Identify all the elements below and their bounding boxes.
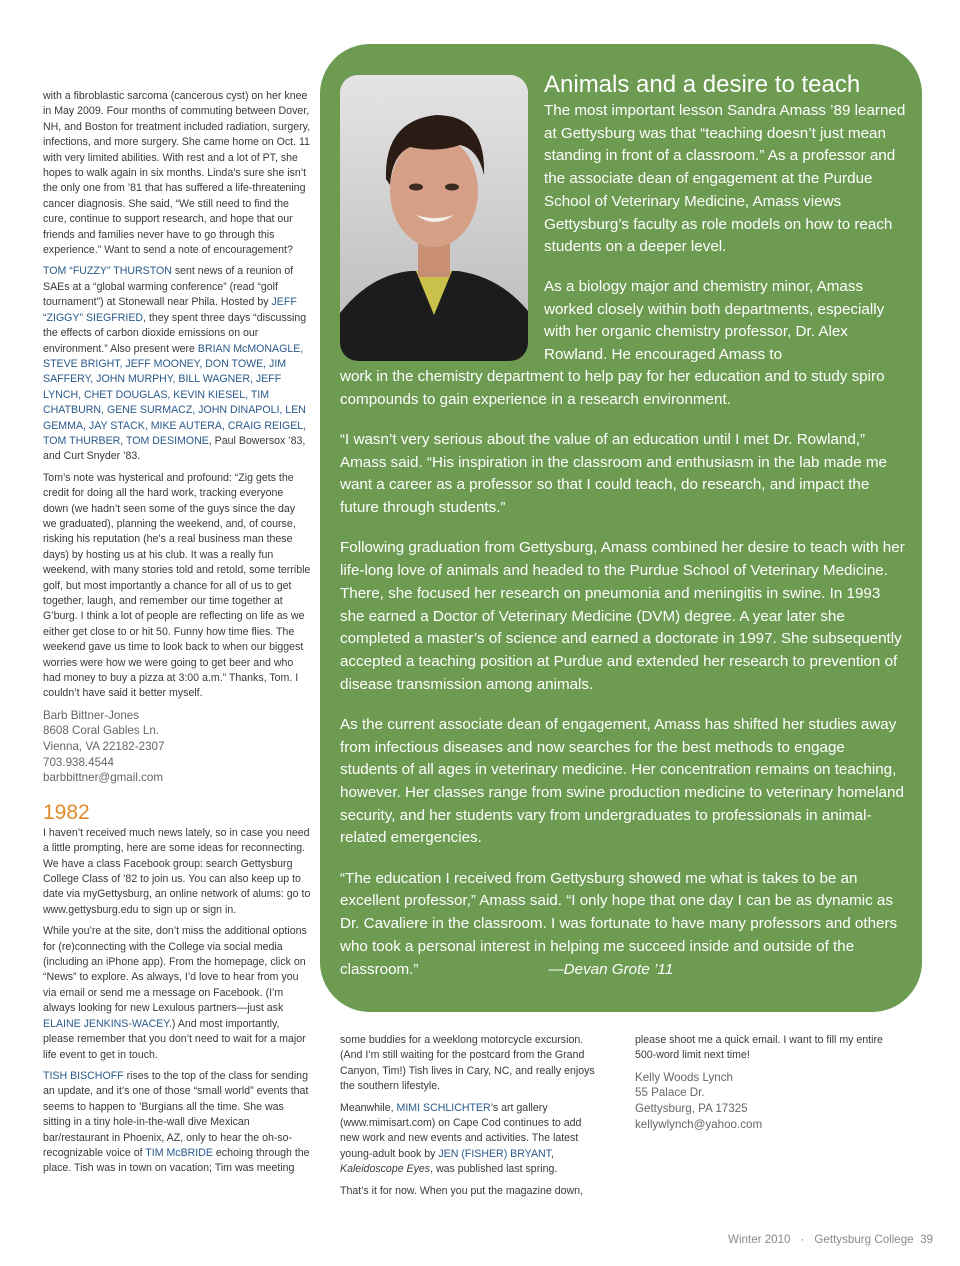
portrait-photo: [340, 75, 528, 361]
class-notes-paragraph: TISH BISCHOFF rises to the top of the class for sending an update, and it’s one of those “small world” events that seems to happen to ’Burgians all the time. She was sitting in a tiny hole-in-the-wall dive Mexican bar/restaurant in Phoenix, AZ, only to hear the oh-so-recognizable voice of TIM McBRIDE echoing through the place. Tish was in town on vacation; Tim was meeting: [43, 1069, 310, 1175]
class-notes-paragraph: I haven’t received much news lately, so in case you need a little prompting, here are some ideas for reconnecting. We have a class Facebook group: search Gettysburg College Class of ’82 to join us. You can also keep up to date via myGettysburg, an online network of alums: go to www.gettysburg.edu to sign up or sign in.: [43, 826, 311, 916]
article-intro: [544, 100, 912, 384]
article-paragraph: As a biology major and chemistry minor, Amass worked closely within both departments, especially with her organic chemistry professor, Dr. Alex Rowland. He encouraged Amass to: [544, 277, 885, 364]
class-notes-paragraph: Meanwhile, MIMI SCHLICHTER’s art gallery (www.mimisart.com) on Cape Cod continues to add new work and new events and activities. The latest young-adult book by JEN (FISHER) BRYANT, Kaleidoscope Eyes, was published last spring.: [340, 1101, 582, 1176]
class-notes-paragraph: with a fibroblastic sarcoma (cancerous cyst) on her knee in May 2009. Four months of commuting between Dover, NH, and Boston for treatment included radiation, surgery, infections, and more surgery. She came home on Oct. 11 with very limited abilities. With rest and a lot of PT, she hopes to walk again in six months. Linda’s sure she isn’t the only one from ’81 that has suffered a life-threatening cancer diagnosis. She said, “We still need to find the cure, continue to support research, and hope that our friends and families never have to go through this experience.” Want to send a note of encouragement?: [43, 90, 311, 257]
publication-name: Gettysburg College: [814, 1233, 914, 1246]
contact-email: kellywlynch@yahoo.com: [635, 1117, 763, 1131]
alumni-name: TIM McBRIDE: [145, 1146, 213, 1159]
article-byline: —Devan Grote ’11: [548, 960, 674, 978]
right-column: [635, 1033, 897, 1146]
article-paragraph: work in the chemistry department to help pay for her education and to study spiro compounds to gain experience in a research environment.: [340, 368, 885, 408]
article-title: Animals and a desire to teach: [544, 71, 861, 98]
portrait-illustration: [340, 75, 528, 361]
alumni-name: JEFF “ZIGGY” SIEGFRIED: [43, 296, 297, 324]
contact-street: 55 Palace Dr.: [635, 1086, 705, 1100]
contact-city: Gettysburg, PA 17325: [635, 1102, 748, 1115]
article-paragraph: The most important lesson Sandra Amass ’89 learned at Gettysburg was that “teaching doesn’t just mean standing in front of a classroom.” As a professor and the associate dean of engagement at the Purdue School of Veterinary Medicine, Amass views Gettysburg’s faculty as role models on how to reach students on a deeper level.: [544, 102, 906, 256]
alumni-name: MIMI SCHLICHTER: [396, 1101, 491, 1114]
middle-column: [340, 1033, 602, 1205]
class-notes-paragraph: While you’re at the site, don’t miss the additional options for (re)connecting with the College via social media (including an iPhone app). From the homepage, click on “News” to explore. As always, I’d love to hear from you via email or send me a message on Facebook. (I’m always looking for new Lexulous partners—just ask ELAINE JENKINS-WACEY.) And most importantly, please remember that you don’t need to wait for a major life event to get in touch.: [43, 925, 307, 1061]
contact-name: Kelly Woods Lynch: [635, 1070, 733, 1084]
contact-email: barbbittner@gmail.com: [43, 771, 164, 785]
footer-separator: ·: [800, 1233, 805, 1246]
class-notes-paragraph: TOM “FUZZY” THURSTON sent news of a reunion of SAEs at a “global warming conference” (read “golf tournament”) at Stonewall near Phila. Hosted by JEFF “ZIGGY” SIEGFRIED, they spent three days “discussing the effects of carbon dioxide emissions on our environment.” Also present were BRIAN McMONAGLE, STEVE BRIGHT, JEFF MOONEY, DON TOWE, JIM SAFFERY, JOHN MURPHY, BILL WAGNER, JEFF LYNCH, CHET DOUGLAS, KEVIN KIESEL, TIM CHATBURN, GENE SURMACZ, JOHN DINAPOLI, LEN GEMMA, JAY STACK, MIKE AUTERA, CRAIG REIGEL, TOM THURBER, TOM DESIMONE, Paul Bowersox ’83, and Curt Snyder ’83.: [43, 265, 307, 463]
class-year-heading: 1982: [43, 800, 90, 824]
class-secretary-contact: [43, 708, 311, 786]
page-number: 39: [920, 1233, 933, 1246]
class-secretary-contact: [635, 1070, 897, 1132]
article-paragraph: As the current associate dean of engagement, Amass has shifted her studies away from infectious diseases and now searches for the best methods to engage students of all ages in veterinary medicine. Her concentration remains on teaching, however. Her classes range from swine production medicine to veterinary homeland security, and her students vary from undergraduates to professionals in animal-related emergencies.: [340, 715, 904, 847]
class-notes-paragraph: please shoot me a quick email. I want to fill my entire 500-word limit next time!: [635, 1034, 883, 1062]
contact-name: Barb Bittner-Jones: [43, 708, 140, 722]
article-paragraph: “I wasn’t very serious about the value of an education until I met Dr. Rowland,” Amass said. “His inspiration in the classroom and enthusiasm in the lab made me want a career as a professor so that I could teach, do research, and impact the future through students.”: [340, 431, 888, 517]
class-notes-paragraph: Tom’s note was hysterical and profound: “Zig gets the credit for doing all the hard work, tracking everyone down (we hadn’t seen some of the guys since the day we graduated), planning the weekend, and, of course, risking his reputation (he’s a real business man these days) by hosting us at his club. It was a really fun weekend, with many stories told and retold, some terrible golf, but most importantly a chance for all of us to get together, laugh, and remember our time together at G’burg. I think a lot of people are reflecting on life as we either get close to or hit 50. Funny how time flies. The weekend gave us time to look back to when our biggest worries were how we were going to get beer and who had money to buy a pizza at 3:00 a.m.” Thanks, Tom. I couldn’t have said it better myself.: [43, 471, 311, 700]
page-footer: [728, 1233, 933, 1246]
book-title: Kaleidoscope Eyes: [340, 1163, 431, 1176]
alumni-names-list: BRIAN McMONAGLE, STEVE BRIGHT, JEFF MOONEY, DON TOWE, JIM SAFFERY, JOHN MURPHY, BILL WAGNER, JEFF LYNCH, CHET DOUGLAS, KEVIN KIESEL, TIM CHATBURN, GENE SURMACZ, JOHN DINAPOLI, LEN GEMMA, JAY STACK, MIKE AUTERA, CRAIG REIGEL, TOM THURBER, TOM DESIMONE: [43, 342, 307, 447]
alumni-name: TISH BISCHOFF: [43, 1069, 124, 1082]
alumni-name: TOM “FUZZY” THURSTON: [43, 265, 172, 278]
article-paragraph: Following graduation from Gettysburg, Amass combined her desire to teach with her life-long love of animals and headed to the Purdue School of Veterinary Medicine. There, she focused her research on pneumonia and meningitis in swine. In 1993 she earned a Doctor of Veterinary Medicine (DVM) degree. A year later she completed a master’s of science and earned a doctorate in 1997. She subsequently accepted a teaching position at Purdue and extended her research to prevention of disease transmission among animals.: [340, 539, 905, 693]
article-body: [340, 366, 906, 999]
contact-phone: 703.938.4544: [43, 755, 114, 769]
class-notes-paragraph: That’s it for now. When you put the magazine down,: [340, 1184, 584, 1197]
alumni-name: ELAINE JENKINS-WACEY: [43, 1017, 169, 1030]
contact-street: 8608 Coral Gables Ln.: [43, 724, 160, 738]
alumni-name: JEN (FISHER) BRYANT: [438, 1147, 551, 1160]
issue-label: Winter 2010: [728, 1233, 791, 1246]
left-column: [43, 89, 311, 1183]
contact-city: Vienna, VA 22182-2307: [43, 740, 165, 754]
class-notes-paragraph: some buddies for a weeklong motorcycle excursion. (And I’m still waiting for the postcard from the Grand Canyon, Tim!) Tish lives in Cary, NC, and really enjoys the southern lifestyle.: [340, 1034, 595, 1093]
article-quote-paragraph: “The education I received from Gettysburg showed me what is takes to be an excellent professor,” Amass said. “I only hope that one day I can be as dynamic as Dr. Cavaliere in the classroom. I was fortunate to have many professors and others who took a personal interest in helping me succeed inside and outside of the classroom.” —Devan Grote ’11: [340, 869, 898, 978]
